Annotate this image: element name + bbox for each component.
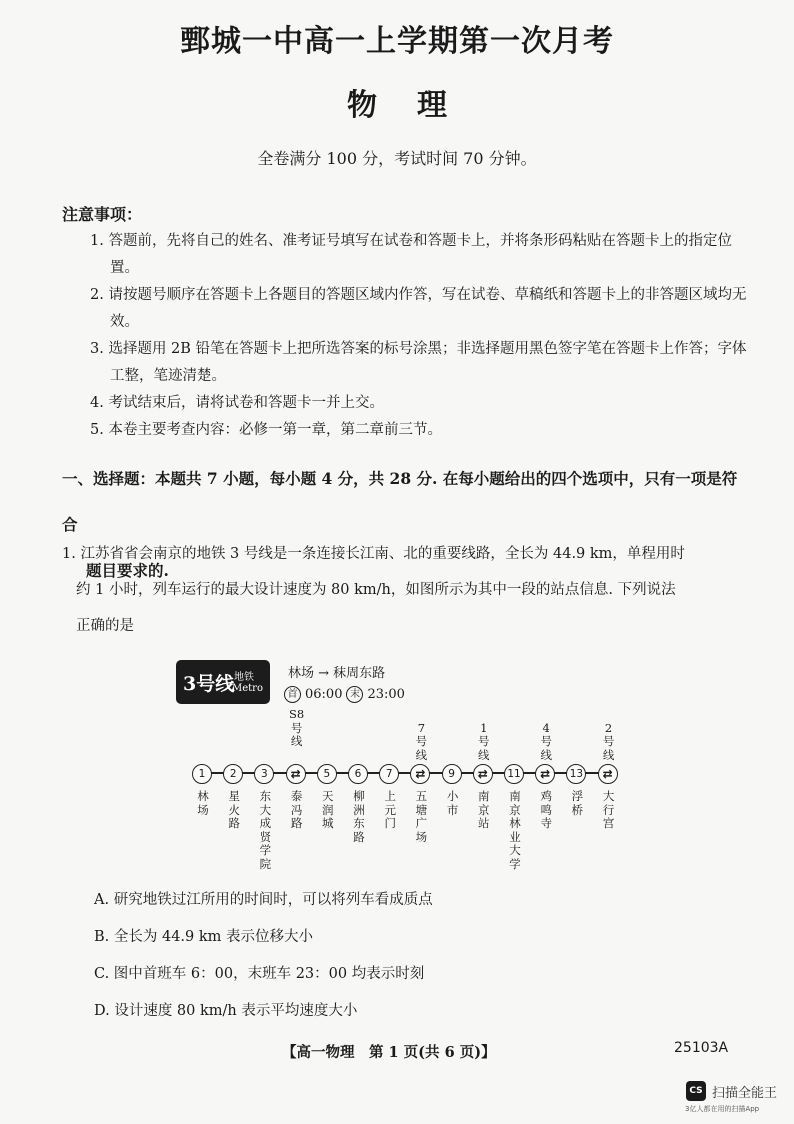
station-name: 林场 — [197, 789, 209, 817]
section-heading-line1: 一、选择题：本题共 7 小题，每小题 4 分，共 28 分. 在每小题给出的四个选项中，只有一项是符合 — [62, 469, 738, 534]
transfer-station-icon: ⇄ — [598, 764, 618, 784]
transfer-line-label: 1号线 — [478, 720, 490, 762]
badge-line-name: 3号线 — [183, 673, 235, 695]
station-name: 五塘广场 — [415, 789, 428, 844]
station-marker: 9 — [442, 764, 462, 784]
first-train-time: 06:00 — [305, 687, 343, 702]
last-train-mark: 末 — [346, 686, 363, 703]
transfer-station-icon: ⇄ — [473, 764, 493, 784]
notice-list — [90, 228, 760, 444]
transfer-station-icon: ⇄ — [535, 764, 555, 784]
option-a: A. 研究地铁过江所用的时间时，可以将列车看成质点 — [94, 892, 433, 908]
option-d: D. 设计速度 80 km/h 表示平均速度大小 — [94, 1003, 358, 1019]
scanner-watermark — [686, 1081, 777, 1101]
badge-metro-cn: 地铁 — [234, 672, 254, 683]
watermark-tagline: 3亿人都在用的扫描App — [685, 1105, 760, 1113]
option-c: C. 图中首班车 6：00，末班车 23：00 均表示时刻 — [94, 966, 425, 982]
subject-title: 物理 — [347, 88, 487, 123]
transfer-line-label: 7号线 — [415, 720, 428, 762]
station-marker: 11 — [504, 764, 524, 784]
station-name: 鸡鸣寺 — [540, 789, 552, 830]
question-1-stem — [62, 536, 754, 644]
last-train-time: 23:00 — [367, 687, 405, 702]
badge-metro-en: Metro — [232, 683, 263, 694]
watermark-name: 扫描全能王 — [712, 1085, 778, 1101]
notice-item: 2. 请按题号顺序在答题卡上各题目的答题区域内作答，写在试卷、草稿纸和答题卡上的非答题区域均无效。 — [90, 287, 747, 330]
transfer-line-label: 2号线 — [602, 720, 615, 762]
station-marker: 6 — [348, 764, 368, 784]
line-direction: 林场 → 秣周东路 — [288, 666, 386, 681]
exam-code: 25103A — [674, 1040, 729, 1056]
exam-title: 鄄城一中高一上学期第一次月考 — [180, 24, 614, 59]
section-heading-line2: 题目要求的. — [86, 561, 169, 580]
station-name: 南京站 — [478, 789, 490, 830]
station-name: 泰冯路 — [290, 789, 303, 830]
notice-heading: 注意事项： — [62, 205, 143, 224]
station-marker: 3 — [254, 764, 274, 784]
notice-item: 5. 本卷主要考查内容：必修一第一章，第二章前三节。 — [90, 422, 442, 438]
transfer-station-icon: ⇄ — [410, 764, 430, 784]
station-name: 天润城 — [322, 789, 334, 830]
station-name: 浮桥 — [571, 789, 584, 817]
station-marker: 1 — [192, 764, 212, 784]
notice-item: 4. 考试结束后，请将试卷和答题卡一并上交。 — [90, 395, 384, 411]
station-name: 大行宫 — [602, 789, 615, 830]
transfer-line-label: 4号线 — [540, 720, 552, 762]
notice-item: 1. 答题前，先将自己的姓名、准考证号填写在试卷和答题卡上，并将条形码粘贴在答题卡上的指定位置。 — [90, 233, 732, 276]
first-train-mark: 首 — [284, 686, 301, 703]
station-name: 星火路 — [228, 789, 240, 830]
question-1-line2: 约 1 小时，列车运行的最大设计速度为 80 km/h，如图所示为其中一段的站点信息. 下列说法 — [76, 582, 676, 598]
station-name: 南京林业大学 — [509, 789, 521, 871]
option-b: B. 全长为 44.9 km 表示位移大小 — [94, 929, 314, 945]
station-name: 柳洲东路 — [353, 789, 365, 844]
page-footer: 【高一物理 第 1 页(共 6 页)】 — [282, 1044, 496, 1061]
metro-line-badge — [176, 660, 270, 704]
station-name: 小市 — [446, 789, 459, 817]
transfer-line-label: S8号线 — [288, 707, 305, 748]
question-1-line1: 1. 江苏省省会南京的地铁 3 号线是一条连接长江南、北的重要线路，全长为 44.9 km，单程用时 — [62, 546, 685, 562]
question-1-line3: 正确的是 — [76, 618, 134, 634]
station-marker: 7 — [379, 764, 399, 784]
station-marker: 5 — [317, 764, 337, 784]
question-1-options — [94, 882, 433, 1030]
metro-line-figure — [176, 660, 636, 890]
station-name: 上元门 — [384, 789, 396, 830]
station-marker: 2 — [223, 764, 243, 784]
notice-item: 3. 选择题用 2B 铅笔在答题卡上把所选答案的标号涂黑；非选择题用黑色签字笔在答题卡上作答；字体工整，笔迹清楚。 — [90, 341, 747, 384]
service-times — [284, 686, 405, 703]
station-marker: 13 — [566, 764, 586, 784]
station-name: 东大成贤学院 — [259, 789, 272, 871]
cs-logo-icon: CS — [686, 1081, 706, 1101]
score-line: 全卷满分 100 分，考试时间 70 分钟。 — [257, 149, 537, 168]
transfer-station-icon: ⇄ — [286, 764, 306, 784]
